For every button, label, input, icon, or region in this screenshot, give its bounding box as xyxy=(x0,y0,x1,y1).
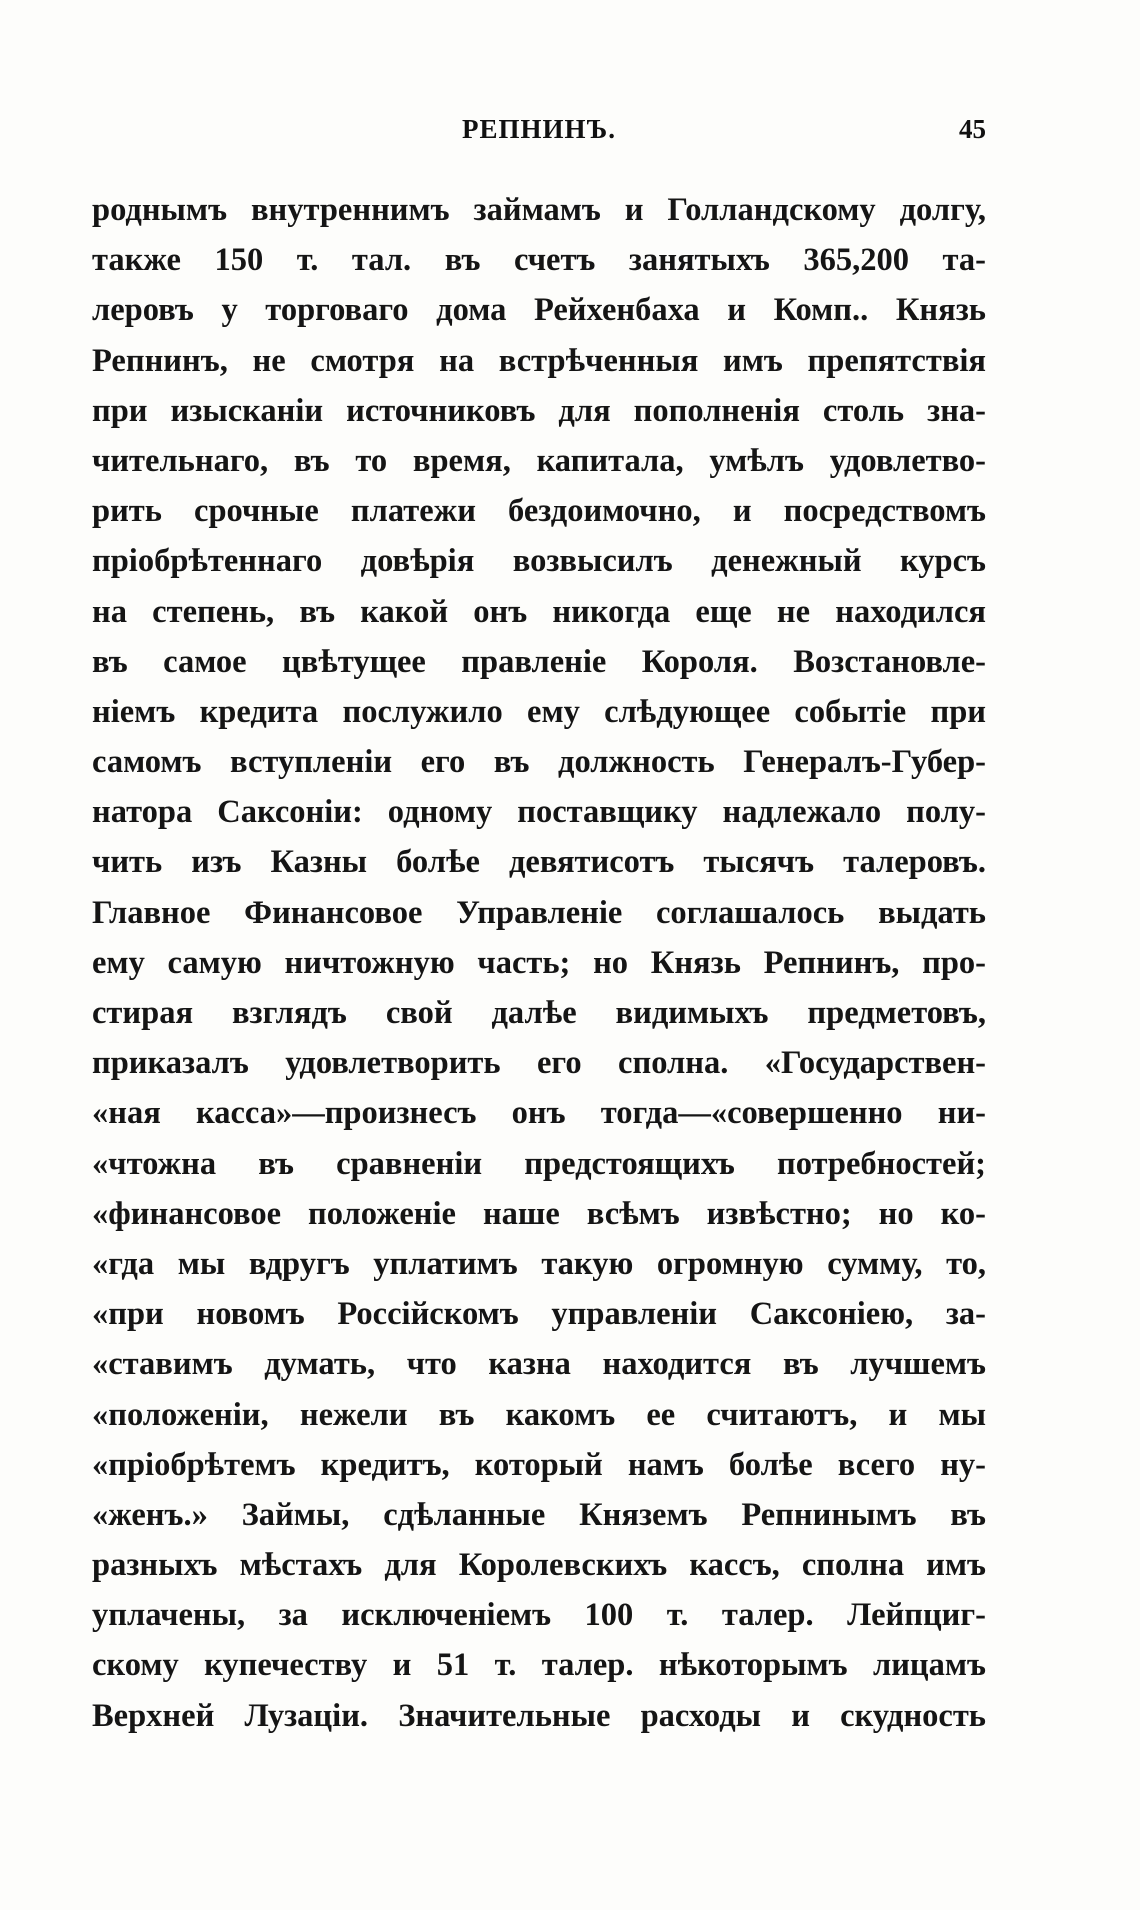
text-line: «гда мы вдругъ уплатимъ такую огромную сумму, то, xyxy=(92,1245,986,1282)
running-title: РЕПНИНЪ. xyxy=(462,114,616,144)
text-line: «ставимъ думать, что казна находится въ лучшемъ xyxy=(92,1346,986,1383)
text-line: чительнаго, въ то время, капитала, умѣлъ удовлетво- xyxy=(92,442,986,479)
text-line: «финансовое положеніе наше всѣмъ извѣстно; но ко- xyxy=(92,1195,986,1232)
text-line: «пріобрѣтемъ кредитъ, который намъ болѣе всего ну- xyxy=(92,1446,986,1483)
text-line: стирая взглядъ свой далѣе видимыхъ предметовъ, xyxy=(92,995,986,1031)
page-header xyxy=(92,114,986,154)
text-line: ніемъ кредита послужило ему слѣдующее событіе при xyxy=(92,693,986,730)
text-line: Главное Финансовое Управленіе соглашалось выдать xyxy=(92,894,986,931)
text-line: на степень, въ какой онъ никогда еще не находился xyxy=(92,593,986,630)
text-line: «при новомъ Россійскомъ управленіи Саксоніею, за- xyxy=(92,1296,986,1333)
text-line: пріобрѣтеннаго довѣрія возвысилъ денежный курсъ xyxy=(92,543,986,580)
text-line: ему самую ничтожную часть; но Князь Репнинъ, про- xyxy=(92,944,986,981)
text-line: скому купечеству и 51 т. талер. нѣкоторымъ лицамъ xyxy=(92,1647,986,1684)
text-line: самомъ вступленіи его въ должность Генералъ-Губер- xyxy=(92,744,986,781)
text-line: роднымъ внутреннимъ займамъ и Голландскому долгу, xyxy=(92,192,986,228)
text-line: «чтожна въ сравненіи предстоящихъ потребностей; xyxy=(92,1145,986,1182)
text-line: натора Саксоніи: одному поставщику надлежало полу- xyxy=(92,794,986,831)
page-number: 45 xyxy=(959,114,986,144)
text-line: Репнинъ, не смотря на встрѣченныя имъ препятствія xyxy=(92,342,986,379)
text-line: приказалъ удовлетворить его сполна. «Государствен- xyxy=(92,1045,986,1082)
text-line: чить изъ Казны болѣе девятисотъ тысячъ талеровъ. xyxy=(92,844,986,881)
text-line: «ная касса»—произнесъ онъ тогда—«совершенно ни- xyxy=(92,1095,986,1132)
text-line: въ самое цвѣтущее правленіе Короля. Возстановле- xyxy=(92,643,986,680)
text-line: разныхъ мѣстахъ для Королевскихъ кассъ, сполна имъ xyxy=(92,1547,986,1584)
text-line: рить срочные платежи бездоимочно, и посредствомъ xyxy=(92,493,986,530)
text-line: леровъ у торговаго дома Рейхенбаха и Комп.. Князь xyxy=(92,292,986,329)
text-line: «положеніи, нежели въ какомъ ее считаютъ, и мы xyxy=(92,1396,986,1433)
text-line: при изысканіи источниковъ для пополненія столь зна- xyxy=(92,392,986,429)
text-line: «женъ.» Займы, сдѣланные Княземъ Репнинымъ въ xyxy=(92,1496,986,1533)
body-text xyxy=(92,185,986,1741)
text-line: также 150 т. тал. въ счетъ занятыхъ 365,200 та- xyxy=(92,242,986,279)
text-line: уплачены, за исключеніемъ 100 т. талер. Лейпциг- xyxy=(92,1597,986,1634)
text-line: Верхней Лузаціи. Значительные расходы и скудность xyxy=(92,1697,986,1734)
